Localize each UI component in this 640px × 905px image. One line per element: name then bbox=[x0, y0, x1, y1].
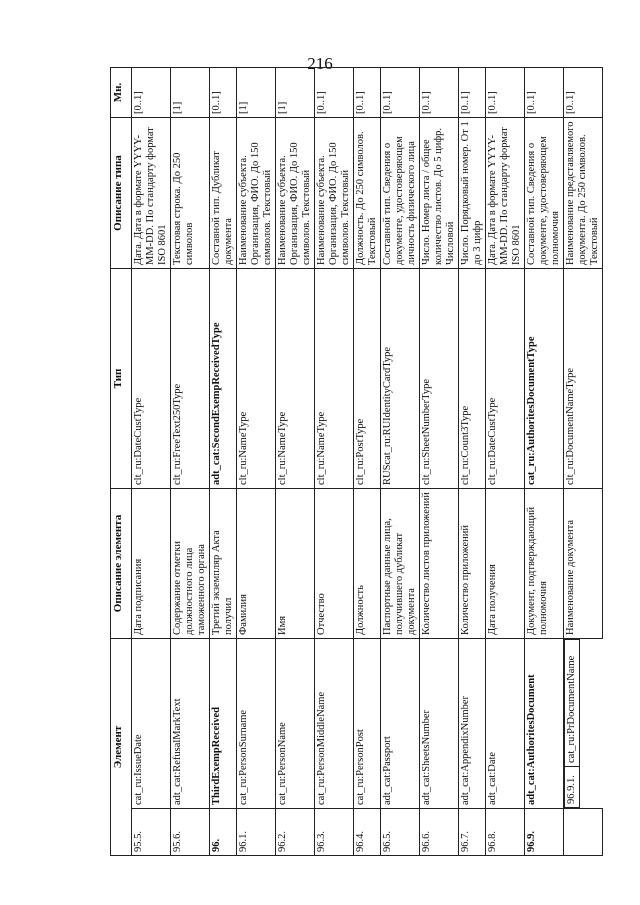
header-type: Тип bbox=[111, 269, 132, 489]
multiplicity: [0..1] bbox=[486, 68, 525, 118]
type-description: Число. Порядковый номер. От 1 до 3 цифр bbox=[459, 118, 486, 269]
table-row bbox=[486, 68, 525, 856]
row-number: 95.5. bbox=[132, 809, 171, 856]
row-number: 96.2. bbox=[276, 809, 315, 856]
element-description: Отчество bbox=[315, 489, 354, 639]
element-name: ThirdExempReceived bbox=[210, 639, 237, 809]
table-row bbox=[354, 68, 381, 856]
element-name: adt_cat:AuthoritesDocument bbox=[525, 639, 564, 809]
header-type-description: Описание типа bbox=[111, 118, 132, 269]
header-element-description: Описание элемента bbox=[111, 489, 132, 639]
table-row bbox=[237, 68, 276, 856]
element-name: adt_cat:SheetsNumber bbox=[420, 639, 459, 809]
table-body bbox=[132, 68, 603, 856]
element-type: clt_ru:DocumentNameType bbox=[564, 269, 603, 489]
type-description: Наименование субъекта. Организация, ФИО. До 150 символов. Текстовый bbox=[276, 118, 315, 269]
rotated-table-frame bbox=[110, 68, 600, 856]
table-row bbox=[420, 68, 459, 856]
row-number: 96.1. bbox=[237, 809, 276, 856]
row-number: 96.9. bbox=[525, 809, 564, 856]
element-name: cat_ru:PersonName bbox=[276, 639, 315, 809]
table-row bbox=[315, 68, 354, 856]
element-description: Фамилия bbox=[237, 489, 276, 639]
multiplicity: [0..1] bbox=[459, 68, 486, 118]
row-number: 95.6. bbox=[171, 809, 210, 856]
element-type: clt_ru:PostType bbox=[354, 269, 381, 489]
element-name bbox=[564, 639, 580, 808]
multiplicity: [1] bbox=[237, 68, 276, 118]
element-type: cat_ru:AuthoritesDocumentType bbox=[525, 269, 564, 489]
row-number: 96. bbox=[210, 809, 237, 856]
element-description: Содержание отметки должностного лица таможенного органа bbox=[171, 489, 210, 639]
type-description: Наименование представляемого документа. До 250 символов. Текстовый bbox=[564, 118, 603, 269]
element-description: Документ, подтверждающий полномочия bbox=[525, 489, 564, 639]
multiplicity: [0..1] bbox=[381, 68, 420, 118]
element-name: cat_ru:PersonPost bbox=[354, 639, 381, 809]
element-name: cat_ru:IssueDate bbox=[132, 639, 171, 809]
type-description: Дата. Дата в формате YYYY-MM-DD. По стандарту формат ISO 8601 bbox=[132, 118, 171, 269]
type-description: Наименование субъекта. Организация, ФИО. До 150 символов. Текстовый bbox=[315, 118, 354, 269]
element-name: adt_cat:RefusalMarkText bbox=[171, 639, 210, 809]
element-description: Количество листов приложений bbox=[420, 489, 459, 639]
row-number: 96.8. bbox=[486, 809, 525, 856]
multiplicity: [0..1] bbox=[210, 68, 237, 118]
multiplicity: [0..1] bbox=[132, 68, 171, 118]
element-type: clt_ru:NameType bbox=[276, 269, 315, 489]
sub-element-name: cat_ru:PrDocumentName bbox=[566, 655, 577, 763]
type-description: Составной тип. Дубликат документа bbox=[210, 118, 237, 269]
multiplicity: [0..1] bbox=[315, 68, 354, 118]
type-description: Составной тип. Сведения о документе, удостоверяющем личность физического лица bbox=[381, 118, 420, 269]
element-name: cat_ru:PersonMiddleName bbox=[315, 639, 354, 809]
row-number: 96.3. bbox=[315, 809, 354, 856]
multiplicity: [1] bbox=[171, 68, 210, 118]
element-type: clt_ru:SheetNumberType bbox=[420, 269, 459, 489]
multiplicity: [0..1] bbox=[420, 68, 459, 118]
table-row bbox=[132, 68, 171, 856]
element-type: clt_ru:NameType bbox=[237, 269, 276, 489]
multiplicity: [1] bbox=[276, 68, 315, 118]
table-row bbox=[459, 68, 486, 856]
table-row bbox=[210, 68, 237, 856]
row-number bbox=[564, 809, 603, 856]
table-row bbox=[525, 68, 564, 856]
element-description: Дата подписания bbox=[132, 489, 171, 639]
element-spec-table bbox=[110, 67, 603, 856]
row-number: 96.5. bbox=[381, 809, 420, 856]
multiplicity: [0..1] bbox=[354, 68, 381, 118]
header-element: Элемент bbox=[111, 639, 132, 856]
element-type: RUScat_ru:RUIdentityCardType bbox=[381, 269, 420, 489]
type-description: Составной тип. Сведения о документе, удостоверяющем полномочия bbox=[525, 118, 564, 269]
type-description: Число. Номер листа / общее количество листов. До 5 цифр. Числовой bbox=[420, 118, 459, 269]
type-description: Должность. До 250 символов. Текстовый bbox=[354, 118, 381, 269]
element-description: Имя bbox=[276, 489, 315, 639]
table-row bbox=[276, 68, 315, 856]
row-number: 96.6. bbox=[420, 809, 459, 856]
element-type: clt_ru:DateCustType bbox=[486, 269, 525, 489]
multiplicity: [0..1] bbox=[525, 68, 564, 118]
element-description: Наименование документа bbox=[564, 489, 603, 639]
row-number: 96.7. bbox=[459, 809, 486, 856]
element-type: clt_ru:DateCustType bbox=[132, 269, 171, 489]
element-type: clt_ru:NameType bbox=[315, 269, 354, 489]
element-name: adt_cat:Passport bbox=[381, 639, 420, 809]
rotated-table-container bbox=[110, 68, 600, 856]
type-description: Дата. Дата в формате YYYY-MM-DD. По стандарту формат ISO 8601 bbox=[486, 118, 525, 269]
element-description: Должность bbox=[354, 489, 381, 639]
element-description: Паспортные данные лица, получившего дубликат документа bbox=[381, 489, 420, 639]
row-number: 96.4. bbox=[354, 809, 381, 856]
type-description: Текстовая строка. До 250 символов bbox=[171, 118, 210, 269]
element-description: Третий экземпляр Акта получил bbox=[210, 489, 237, 639]
element-type: clt_ru:Count3Type bbox=[459, 269, 486, 489]
header-multiplicity: Мн. bbox=[111, 68, 132, 118]
element-description: Дата получения bbox=[486, 489, 525, 639]
element-name: adt_cat:AppendixNumber bbox=[459, 639, 486, 809]
type-description: Наименование субъекта. Организация, ФИО. До 150 символов. Текстовый bbox=[237, 118, 276, 269]
multiplicity: [0..1] bbox=[564, 68, 603, 118]
element-name: adt_cat:Date bbox=[486, 639, 525, 809]
element-name: cat_ru:PersonSurname bbox=[237, 639, 276, 809]
table-row bbox=[171, 68, 210, 856]
page-number: 216 bbox=[307, 54, 333, 73]
element-type: adt_cat:SecondExempReceivedType bbox=[210, 269, 237, 489]
table-row bbox=[381, 68, 420, 856]
table-row bbox=[564, 68, 603, 856]
element-type: clt_ru:FreeText250Type bbox=[171, 269, 210, 489]
element-description: Количество приложений bbox=[459, 489, 486, 639]
sub-row-number: 96.9.1. bbox=[565, 766, 579, 807]
table-header-row bbox=[111, 68, 132, 856]
